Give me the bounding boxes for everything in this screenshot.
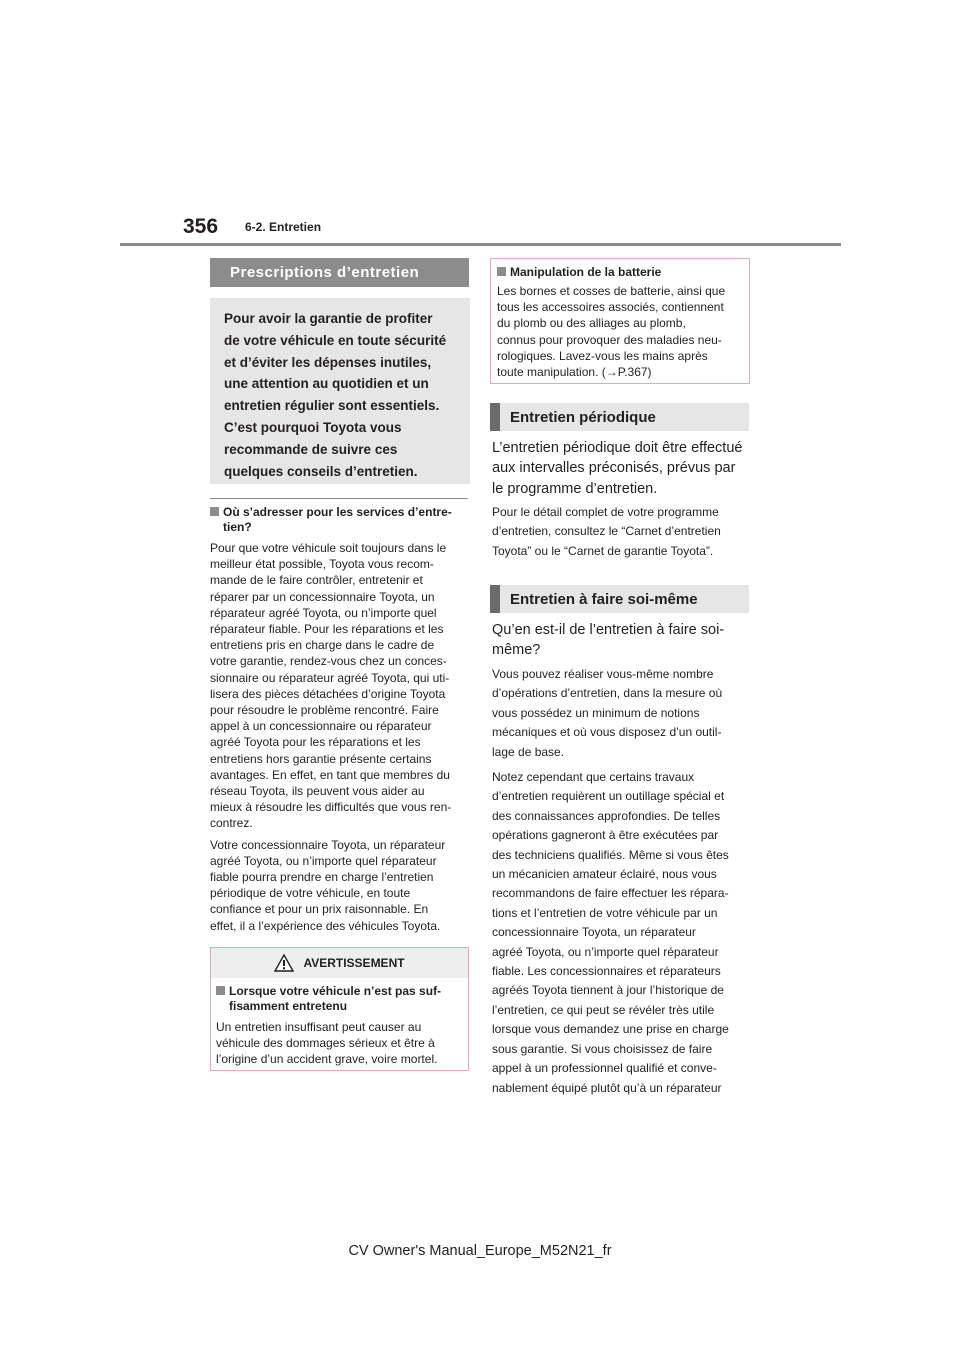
text-line: fiable pourra prendre en charge l’entretien (210, 870, 434, 885)
section-divider (210, 498, 468, 499)
section-label: 6-2. Entretien (245, 220, 322, 234)
text-line: Votre concessionnaire Toyota, un réparateur (210, 837, 446, 852)
text-line: appel à un professionnel qualifié et conve- (492, 1061, 717, 1076)
text-line: d’entretien, consultez le “Carnet d’entretien (492, 524, 721, 539)
where-paragraph-2 (210, 837, 472, 934)
text-line: aux intervalles préconisés, prévus par (492, 460, 736, 477)
text-line: l’entretien, ce qui peut se révéler très utile (492, 1002, 715, 1017)
warning-heading-line: Lorsque votre véhicule n’est pas suf- (229, 984, 442, 998)
text-line: mieux à résoudre les difficultés que vous ren- (210, 800, 452, 815)
text-line: réparateur agréé Toyota, ou n’importe quel (210, 605, 437, 620)
text-line: pour résoudre le problème rencontré. Faire (210, 703, 439, 718)
warning-heading (216, 984, 462, 1014)
text-line: lage de base. (492, 744, 565, 759)
text-line: d’opérations d’entretien, dans la mesure où (492, 686, 723, 701)
text-line: tous les accessoires associés, contiennent (497, 300, 724, 315)
text-line: avantages. En effet, en tant que membres du (210, 767, 450, 782)
text-line: confiance et pour un prix raisonnable. En (210, 902, 429, 917)
text-line: Pour le détail complet de votre programme (492, 505, 719, 519)
where-section (210, 505, 472, 934)
text-line: agréé Toyota, ou n’importe quel réparateur (492, 944, 719, 959)
text-line: nablement équipé plutôt qu’à un réparateur (492, 1080, 722, 1095)
text-line: votre garantie, rendez-vous chez un conces- (210, 654, 447, 669)
text-line: connus pour provoquer des maladies neu- (497, 332, 722, 347)
text-line: réparer par un concessionnaire Toyota, un (210, 589, 435, 604)
intro-line: recommande de suivre ces (224, 441, 398, 457)
intro-line: une attention au quotidien et un (224, 376, 429, 392)
warning-heading-line: fisamment entretenu (229, 999, 348, 1013)
text-line: des connaissances approfondies. De telles (492, 808, 721, 823)
battery-heading-text: Manipulation de la batterie (510, 265, 662, 279)
intro-box (210, 298, 470, 484)
prescriptions-title-text: Prescriptions d’entretien (230, 264, 420, 281)
text-line: périodique de votre véhicule, en toute (210, 886, 411, 901)
where-heading (210, 505, 472, 535)
intro-line: de votre véhicule en toute sécurité (224, 332, 447, 348)
intro-line: C’est pourquoi Toyota vous (224, 419, 402, 435)
diy-title-text: Entretien à faire soi-même (510, 590, 698, 608)
text-line: concessionnaire Toyota, un réparateur (492, 925, 696, 940)
text-line: d’entretien requièrent un outillage spécial et (492, 789, 725, 804)
text-line: opérations gagneront à être exécutées par (492, 828, 719, 843)
text-line: Les bornes et cosses de batterie, ainsi que (497, 284, 726, 298)
battery-box (490, 258, 750, 384)
text-line: Notez cependant que certains travaux (492, 770, 695, 784)
where-heading-line: tien? (223, 520, 252, 534)
text-line: lisera des pièces détachées d’origine Toyota (210, 686, 446, 701)
text-line: véhicule des dommages sérieux et être à (216, 1036, 435, 1051)
text-line: meilleur état possible, Toyota vous recom- (210, 557, 434, 572)
warning-box (210, 947, 469, 1071)
diy-paragraph-1 (492, 665, 754, 762)
arrow-icon: → (605, 365, 618, 380)
text-line: Toyota” ou le “Carnet de garantie Toyota”. (492, 543, 714, 558)
text-fragment: toute manipulation. ( (497, 365, 606, 380)
text-line: Un entretien insuffisant peut causer au (216, 1020, 422, 1034)
battery-heading (497, 265, 743, 280)
text-line: L’entretien périodique doit être effectué (492, 440, 743, 456)
where-paragraph-1 (210, 540, 472, 832)
text-line: vous possédez un minimum de notions (492, 705, 700, 720)
page-reference-link[interactable]: P.367 (617, 365, 648, 380)
text-line: Qu’en est-il de l’entretien à faire soi- (492, 622, 725, 638)
text-line: même? (492, 642, 541, 659)
periodic-body (492, 503, 754, 561)
text-line: agréés Toyota tiennent à jour l’historique de (492, 983, 724, 998)
periodic-title (490, 403, 749, 431)
diy-paragraph-2 (492, 768, 754, 1098)
intro-line: Pour avoir la garantie de profiter (224, 311, 433, 326)
text-line: effet, il a l’expérience des véhicules Toyota. (210, 918, 441, 933)
intro-line: entretien régulier sont essentiels. (224, 398, 440, 414)
text-line: Vous pouvez réaliser vous-même nombre (492, 667, 714, 681)
intro-line: quelques conseils d’entretien. (224, 463, 418, 479)
text-line: le programme d’entretien. (492, 480, 658, 497)
text-fragment: ) (647, 365, 652, 380)
text-line: tions et l’entretien de votre véhicule par un (492, 905, 718, 920)
text-line: l’origine d’un accident grave, voire mortel. (216, 1052, 438, 1067)
text-line: réparateur fiable. Pour les réparations et les (210, 622, 444, 637)
square-bullet-icon (216, 986, 225, 995)
text-line: des techniciens qualifiés. Même si vous êtes (492, 847, 729, 862)
text-line: appel à un concessionnaire ou réparateur (210, 719, 432, 734)
text-line: agréé Toyota pour les réparations et les (210, 735, 421, 750)
text-line: fiable. Les concessionnaires et réparateurs (492, 964, 721, 979)
text-line: mécaniques et où vous disposez d’un outil- (492, 725, 722, 740)
intro-line: et d’éviter les dépenses inutiles, (224, 354, 432, 370)
footer-manual-id: CV Owner's Manual_Europe_M52N21_fr (348, 1243, 612, 1259)
battery-body (497, 283, 743, 380)
square-bullet-icon (497, 267, 506, 276)
text-line: mande de le faire contrôler, entretenir et (210, 573, 423, 588)
text-line: sous garantie. Si vous choisissez de faire (492, 1041, 713, 1056)
text-line: recommandons de faire effectuer les répara- (492, 886, 729, 901)
text-line: rologiques. Lavez-vous les mains après (497, 348, 708, 363)
square-bullet-icon (210, 507, 219, 516)
page-number: 356 (183, 215, 219, 238)
diy-title (490, 585, 749, 613)
diy-lead (492, 620, 754, 661)
text-line: sionnaire ou réparateur agréé Toyota, qui uti- (210, 670, 450, 685)
text-line: Pour que votre véhicule soit toujours dans le (210, 541, 447, 555)
text-line: réseau Toyota, ils peuvent vous aider au (210, 784, 425, 799)
text-line: agréé Toyota, ou n’importe quel réparateur (210, 853, 437, 868)
periodic-lead (492, 438, 754, 499)
text-line: lorsque vous demandez une prise en charge (492, 1022, 729, 1037)
text-line: contrez. (210, 816, 253, 831)
text-line: entretiens hors garantie présente certains (210, 751, 432, 766)
text-line: un mécanicien amateur éclairé, nous vous (492, 867, 717, 882)
warning-header (211, 948, 468, 978)
where-heading-line: Où s’adresser pour les services d’entre- (223, 505, 452, 519)
text-line: du plomb ou des alliages au plomb, (497, 316, 686, 331)
prescriptions-title (210, 258, 469, 287)
header-rule (120, 243, 841, 246)
text-line: entretiens pris en charge dans le cadre de (210, 638, 435, 653)
periodic-title-text: Entretien périodique (510, 408, 656, 426)
warning-body (216, 1019, 462, 1068)
warning-triangle-icon (274, 954, 294, 972)
text-line (497, 364, 743, 380)
warning-label: AVERTISSEMENT (303, 956, 405, 970)
